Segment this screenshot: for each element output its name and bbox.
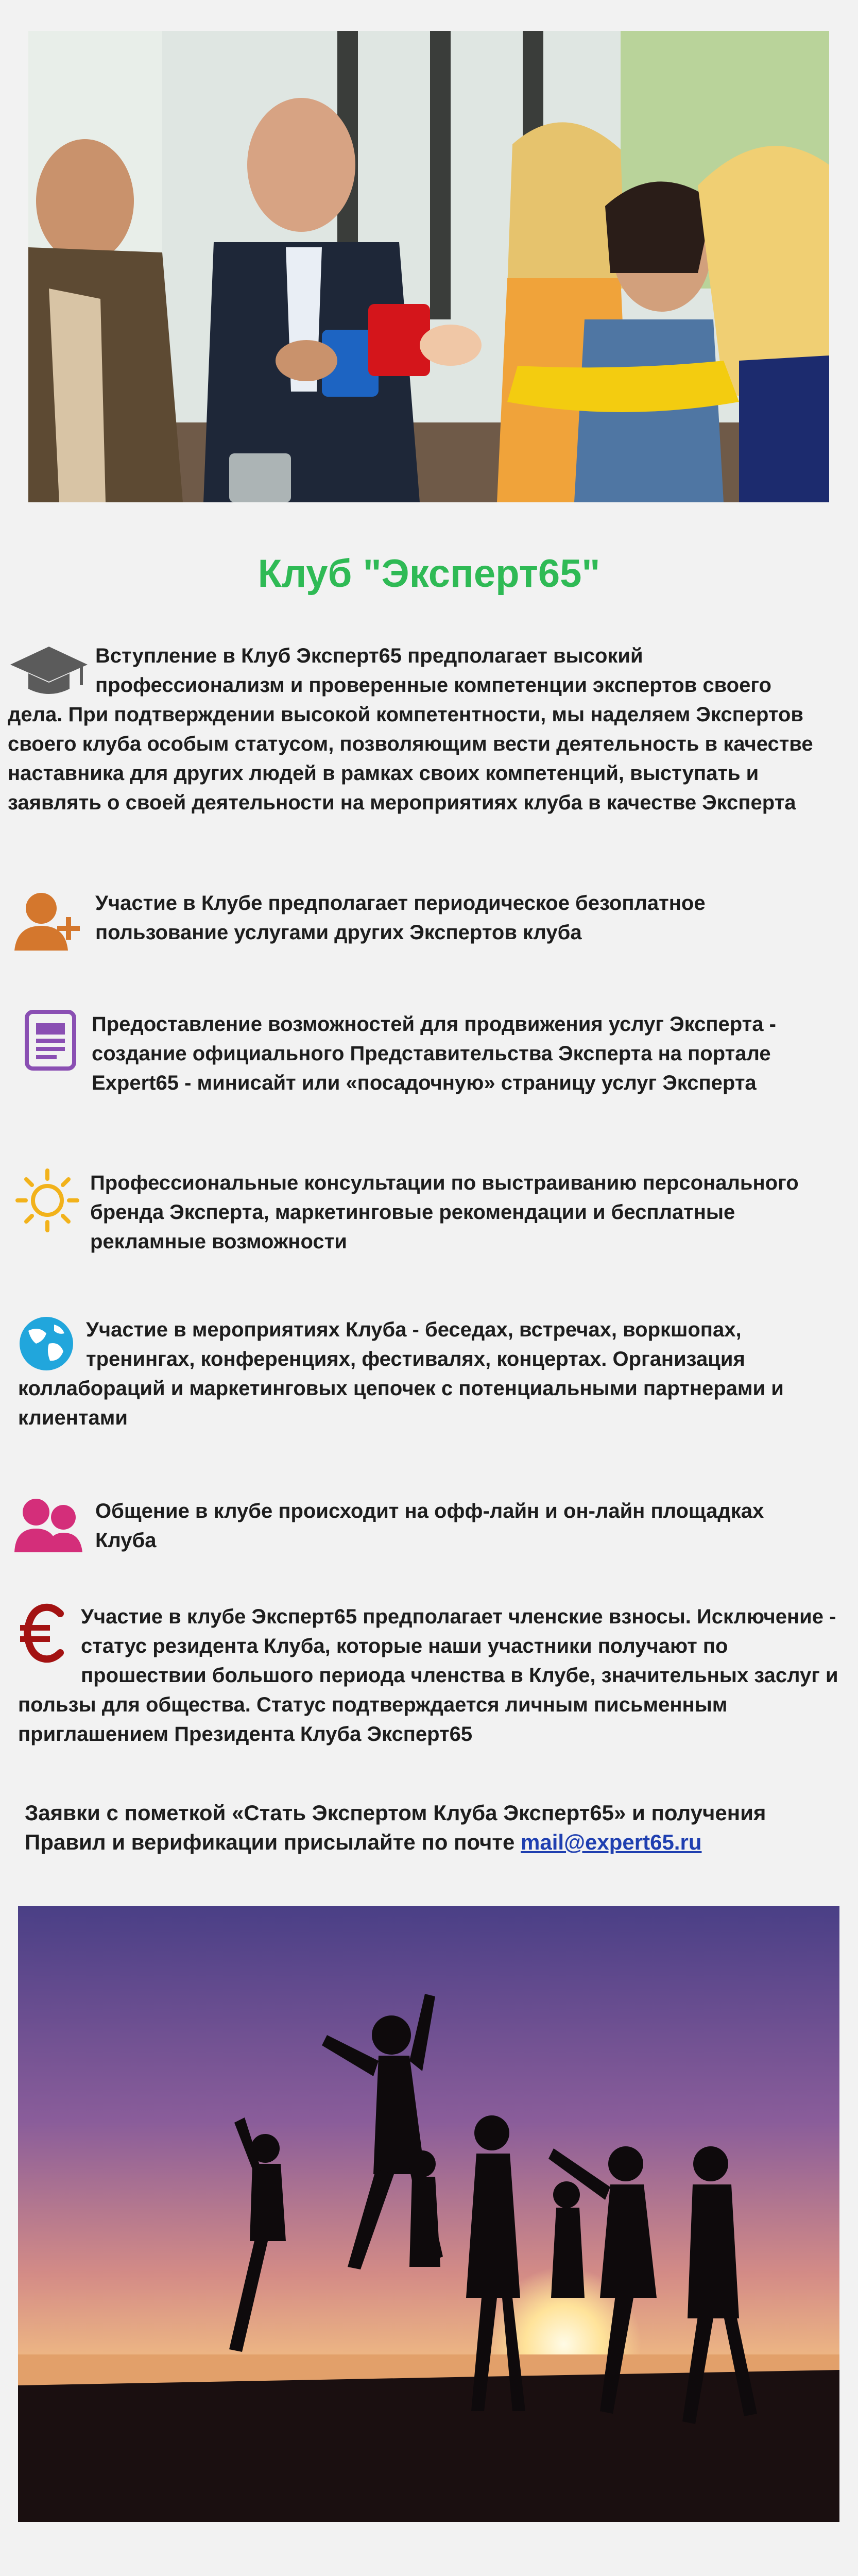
feature-communication xyxy=(14,1497,828,1555)
feature-text: Профессиональные консультации по выстраиванию персонального бренда Эксперта, маркетинговые рекомендации и бесплатные рекламные возможности xyxy=(90,1172,799,1253)
feature-text: Участие в Клубе предполагает периодическое безоплатное пользование услугами других Экспертов клуба xyxy=(95,892,706,944)
feature-text: Общение в клубе происходит на офф-лайн и он-лайн площадках Клуба xyxy=(95,1500,764,1552)
feature-fees xyxy=(18,1602,842,1749)
globe-icon xyxy=(18,1315,75,1372)
add-user-icon xyxy=(14,889,84,953)
feature-consulting xyxy=(15,1168,829,1257)
feature-text: Участие в мероприятиях Клуба - беседах, встречах, воркшопах, тренингах, конференциях, фестивалях, концертах. Организация коллабораций и маркетинговых цепочек с потенциальными партнерами и клиентами xyxy=(18,1318,784,1429)
feature-free-services xyxy=(14,889,828,953)
club-title: Клуб "Эксперт65" xyxy=(258,552,600,596)
feature-promotion xyxy=(25,1010,828,1098)
hero-photo xyxy=(28,31,829,502)
feature-membership xyxy=(8,641,832,818)
sunset-photo xyxy=(18,1906,839,2522)
sunset-photo-illustration xyxy=(18,1906,839,2522)
graduation-cap-icon xyxy=(8,641,90,698)
sun-icon xyxy=(15,1168,80,1233)
users-icon xyxy=(14,1497,84,1553)
hero-photo-illustration xyxy=(28,31,829,502)
feature-text: Участие в клубе Эксперт65 предполагает членские взносы. Исключение - статус резидента Клуба, которые наши участники получают по прошествии большого периода членства в Клубе, значительных заслуг и пользы для общества. Статус подтверждается личным письменным приглашением Президента Клуба Эксперт65 xyxy=(18,1605,838,1745)
document-icon xyxy=(25,1010,76,1071)
feature-text: Предоставление возможностей для продвижения услуг Эксперта - создание официального Представительства Эксперта на портале Expert65 - минисайт или «посадочную» страницу услуг Эксперта xyxy=(92,1013,776,1094)
feature-events xyxy=(18,1315,842,1433)
feature-text: Вступление в Клуб Эксперт65 предполагает высокий профессионализм и проверенные компетенции экспертов своего дела. При подтверждении высокой компетентности, мы наделяем Экспертов своего клуба особым статусом, позволяющим вести деятельность в качестве наставника для других людей в рамках своих компетенций, выступать и заявлять о своей деятельности на мероприятиях клуба в качестве Эксперта xyxy=(8,645,813,814)
contact-text: Заявки с пометкой «Стать Экспертом Клуба Эксперт65» и получения Правил и верификации присылайте по почте xyxy=(25,1801,766,1854)
email-link[interactable]: mail@expert65.ru xyxy=(521,1830,702,1854)
contact-info xyxy=(25,1798,844,1857)
euro-icon xyxy=(18,1602,70,1664)
